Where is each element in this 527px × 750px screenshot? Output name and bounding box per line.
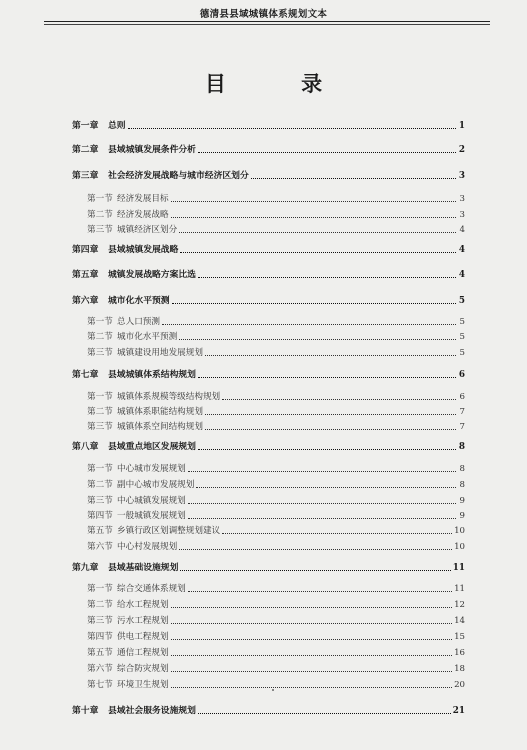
toc-leader-dots [171, 217, 456, 218]
toc-leader-dots [128, 128, 456, 129]
toc-leader-dots [196, 487, 456, 488]
toc-section-entry[interactable] [87, 344, 465, 358]
toc-entry-page: 6 [459, 392, 465, 403]
toc-leader-dots [205, 414, 456, 415]
toc-entry-page: 7 [459, 422, 465, 433]
toc-entry-page: 8 [458, 442, 465, 453]
toc-section-entry[interactable] [87, 644, 465, 658]
toc-leader-dots [205, 429, 456, 430]
toc-entry-page: 18 [454, 664, 465, 675]
toc-entry-page: 3 [459, 194, 465, 205]
toc-entry-number: 第二节 [87, 480, 113, 491]
toc-leader-dots [162, 324, 456, 325]
toc-chapter-entry[interactable] [72, 117, 465, 131]
running-header: 德清县县域城镇体系规划文本 [199, 9, 328, 20]
toc-section-entry[interactable] [87, 676, 465, 690]
toc-entry-page: 21 [452, 706, 465, 717]
toc-entry-number: 第四章 [72, 245, 99, 256]
toc-chapter-entry[interactable] [72, 366, 465, 380]
toc-entry-title: 供电工程规划 [117, 632, 169, 643]
toc-entry-page: 12 [454, 600, 465, 611]
toc-entry-number: 第七节 [87, 680, 113, 691]
toc-leader-dots [198, 449, 456, 450]
toc-entry-page: 15 [454, 632, 465, 643]
toc-entry-title: 社会经济发展战略与城市经济区划分 [108, 171, 249, 182]
toc-entry-page: 5 [459, 348, 465, 359]
toc-entry-title: 县域城镇发展条件分析 [108, 145, 196, 156]
toc-section-entry[interactable] [87, 580, 465, 594]
toc-entry-page: 1 [458, 121, 465, 132]
toc-leader-dots [198, 277, 456, 278]
toc-chapter-entry[interactable] [72, 702, 465, 716]
toc-entry-page: 5 [458, 296, 465, 307]
toc-chapter-entry[interactable] [72, 559, 465, 573]
toc-entry-page: 10 [454, 542, 465, 553]
toc-section-entry[interactable] [87, 403, 465, 417]
toc-entry-number: 第五节 [87, 526, 113, 537]
toc-section-entry[interactable] [87, 313, 465, 327]
toc-entry-title: 污水工程规划 [117, 616, 169, 627]
toc-entry-title: 副中心城市发展规划 [117, 480, 195, 491]
toc-leader-dots [171, 639, 452, 640]
toc-entry-number: 第一节 [87, 584, 113, 595]
toc-entry-number: 第一章 [72, 121, 99, 132]
toc-leader-dots [251, 178, 456, 179]
toc-entry-title: 城镇体系空间结构规划 [117, 422, 203, 433]
toc-entry-number: 第二节 [87, 332, 113, 343]
toc-leader-dots [171, 655, 452, 656]
toc-entry-title: 一般城镇发展规划 [117, 511, 186, 522]
toc-section-entry[interactable] [87, 522, 465, 536]
toc-section-entry[interactable] [87, 388, 465, 402]
toc-leader-dots [179, 549, 452, 550]
toc-entry-page: 8 [459, 480, 465, 491]
toc-leader-dots [188, 591, 452, 592]
toc-section-entry[interactable] [87, 206, 465, 220]
toc-leader-dots [205, 355, 456, 356]
toc-entry-title: 城市化水平预测 [108, 296, 170, 307]
toc-leader-dots [172, 303, 456, 304]
toc-section-entry[interactable] [87, 538, 465, 552]
toc-entry-title: 中心城市发展规划 [117, 464, 186, 475]
toc-entry-title: 城镇经济区划分 [117, 225, 178, 236]
toc-entry-number: 第三章 [72, 171, 99, 182]
toc-leader-dots [180, 570, 450, 571]
toc-entry-title: 县域社会服务设施规划 [108, 706, 196, 717]
toc-entry-number: 第七章 [72, 370, 99, 381]
toc-section-entry[interactable] [87, 476, 465, 490]
toc-entry-page: 4 [458, 245, 465, 256]
toc-entry-page: 10 [454, 526, 465, 537]
toc-entry-title: 城镇体系规模等级结构规划 [117, 392, 221, 403]
toc-entry-number: 第六节 [87, 664, 113, 675]
toc-entry-page: 11 [452, 563, 465, 574]
toc-entry-number: 第一节 [87, 392, 113, 403]
toc-entry-number: 第三节 [87, 225, 113, 236]
toc-chapter-entry[interactable] [72, 438, 465, 452]
toc-entry-number: 第一节 [87, 317, 113, 328]
toc-section-entry[interactable] [87, 492, 465, 506]
toc-section-entry[interactable] [87, 460, 465, 474]
toc-leader-dots [179, 232, 456, 233]
toc-entry-title: 城镇发展战略方案比选 [108, 270, 196, 281]
toc-entry-title: 给水工程规划 [117, 600, 169, 611]
toc-entry-page: 2 [458, 145, 465, 156]
toc-entry-number: 第三节 [87, 348, 113, 359]
toc-entry-title: 总人口预测 [117, 317, 160, 328]
toc-entry-page: 3 [459, 210, 465, 221]
toc-entry-number: 第二章 [72, 145, 99, 156]
toc-entry-title: 中心村发展规划 [117, 542, 178, 553]
toc-entry-number: 第十章 [72, 706, 99, 717]
toc-section-entry[interactable] [87, 190, 465, 204]
toc-leader-dots [188, 503, 456, 504]
toc-section-entry[interactable] [87, 507, 465, 521]
toc-entry-page: 3 [458, 171, 465, 182]
toc-leader-dots [171, 687, 452, 688]
toc-entry-number: 第一节 [87, 194, 113, 205]
toc-chapter-entry[interactable] [72, 266, 465, 280]
toc-entry-number: 第五章 [72, 270, 99, 281]
toc-chapter-entry[interactable] [72, 292, 465, 306]
toc-leader-dots [180, 252, 456, 253]
toc-entry-title: 县域重点地区发展规划 [108, 442, 196, 453]
toc-entry-page: 9 [459, 496, 465, 507]
toc-entry-page: 14 [454, 616, 465, 627]
toc-entry-title: 县域城镇发展战略 [108, 245, 179, 256]
toc-section-entry[interactable] [87, 596, 465, 610]
toc-section-entry[interactable] [87, 418, 465, 432]
toc-section-entry[interactable] [87, 660, 465, 674]
toc-entry-number: 第九章 [72, 563, 99, 574]
toc-leader-dots [171, 671, 452, 672]
toc-section-entry[interactable] [87, 221, 465, 235]
toc-entry-title: 城市化水平预测 [117, 332, 178, 343]
toc-entry-title: 综合交通体系规划 [117, 584, 186, 595]
toc-entry-number: 第二节 [87, 210, 113, 221]
toc-leader-dots [179, 339, 456, 340]
toc-entry-title: 环境卫生规划 [117, 680, 169, 691]
toc-chapter-entry[interactable] [72, 141, 465, 155]
toc-section-entry[interactable] [87, 612, 465, 626]
toc-entry-page: 20 [454, 680, 465, 691]
toc-leader-dots [222, 399, 456, 400]
toc-entry-number: 第三节 [87, 616, 113, 627]
toc-entry-title: 经济发展目标 [117, 194, 169, 205]
toc-leader-dots [188, 518, 456, 519]
toc-entry-number: 第四节 [87, 632, 113, 643]
toc-leader-dots [198, 152, 456, 153]
toc-leader-dots [171, 623, 452, 624]
toc-entry-title: 县域基础设施规划 [108, 563, 179, 574]
toc-entry-number: 第二节 [87, 407, 113, 418]
toc-entry-number: 第二节 [87, 600, 113, 611]
toc-entry-title: 中心城镇发展规划 [117, 496, 186, 507]
toc-leader-dots [198, 713, 451, 714]
toc-leader-dots [222, 533, 452, 534]
toc-entry-title: 总则 [108, 121, 126, 132]
toc-leader-dots [171, 201, 456, 202]
toc-leader-dots [188, 471, 456, 472]
toc-chapter-entry[interactable] [72, 241, 465, 255]
toc-entry-page: 7 [459, 407, 465, 418]
toc-entry-title: 城镇建设用地发展规划 [117, 348, 203, 359]
toc-entry-number: 第六章 [72, 296, 99, 307]
toc-entry-number: 第三节 [87, 422, 113, 433]
toc-section-entry[interactable] [87, 628, 465, 642]
toc-entry-title: 县域城镇体系结构规划 [108, 370, 196, 381]
toc-entry-page: 11 [454, 584, 465, 595]
toc-entry-number: 第六节 [87, 542, 113, 553]
toc-entry-title: 综合防灾规划 [117, 664, 169, 675]
toc-entry-title: 乡镇行政区划调整规划建议 [117, 526, 221, 537]
toc-entry-number: 第三节 [87, 496, 113, 507]
toc-entry-page: 8 [459, 464, 465, 475]
toc-entry-number: 第八章 [72, 442, 99, 453]
toc-entry-page: 4 [458, 270, 465, 281]
toc-chapter-entry[interactable] [72, 167, 465, 181]
toc-leader-dots [198, 377, 456, 378]
toc-entry-page: 5 [459, 317, 465, 328]
toc-entry-title: 经济发展战略 [117, 210, 169, 221]
toc-leader-dots [171, 607, 452, 608]
toc-entry-page: 16 [454, 648, 465, 659]
toc-entry-title: 通信工程规划 [117, 648, 169, 659]
toc-entry-title: 城镇体系职能结构规划 [117, 407, 203, 418]
toc-title: 目 录 [204, 71, 357, 96]
toc-entry-page: 4 [459, 225, 465, 236]
toc-entry-number: 第五节 [87, 648, 113, 659]
scan-speck [272, 689, 274, 691]
toc-section-entry[interactable] [87, 328, 465, 342]
toc-entry-page: 5 [459, 332, 465, 343]
toc-entry-page: 6 [458, 370, 465, 381]
toc-entry-number: 第一节 [87, 464, 113, 475]
toc-entry-page: 9 [459, 511, 465, 522]
toc-entry-number: 第四节 [87, 511, 113, 522]
